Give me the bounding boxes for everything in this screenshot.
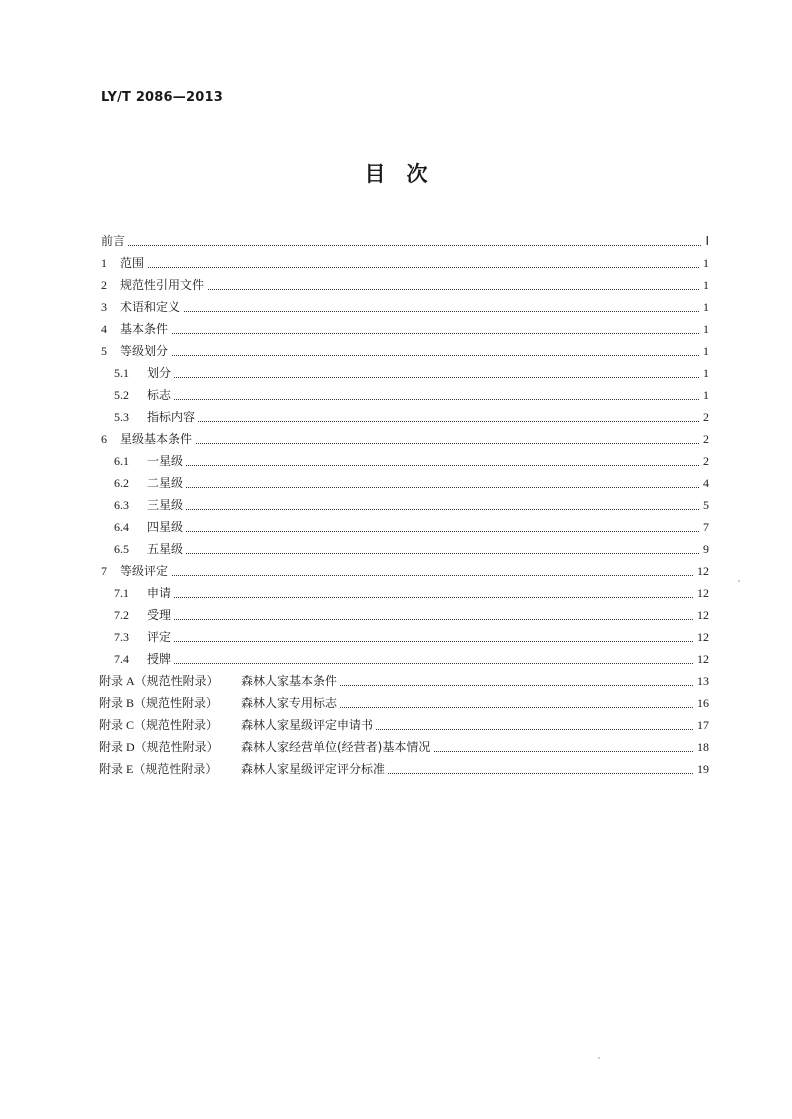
toc-entry[interactable] [0,294,792,314]
toc-title: 森林人家经营单位(经营者)基本情况 [241,740,433,754]
toc-leader-dots [147,631,709,642]
toc-number: 附录 A（规范性附录） [99,674,219,688]
toc-page-number: 5 [700,498,709,512]
toc-entry[interactable] [0,668,792,688]
toc-entry[interactable] [0,492,792,512]
toc-page-number: 9 [700,542,709,556]
toc-number: 7.2 [114,608,129,622]
toc-number: 5.2 [114,388,129,402]
toc-number: 7.3 [114,630,129,644]
toc-page-number: 16 [694,696,709,710]
toc-title: 基本条件 [120,322,171,336]
toc-entry[interactable] [0,734,792,754]
toc-page-number: 2 [700,454,709,468]
toc-leader-dots [147,499,709,510]
toc-page-number: 12 [694,630,709,644]
toc-page-number: 1 [700,366,709,380]
toc-number: 6.3 [114,498,129,512]
document-code: LY/T 2086—2013 [101,90,223,105]
toc-leader-dots [147,543,709,554]
toc-leader-dots [120,323,709,334]
toc-title: 森林人家星级评定评分标准 [241,762,388,776]
toc-title: 范围 [120,256,147,270]
toc-title: 指标内容 [147,410,198,424]
toc-page-number: 1 [700,322,709,336]
toc-page-number: 12 [694,586,709,600]
toc-entry[interactable] [0,624,792,644]
toc-title: 五星级 [147,542,186,556]
toc-title: 等级划分 [120,344,171,358]
toc-entry[interactable] [0,360,792,380]
toc-leader-dots [147,653,709,664]
toc-page-number: 1 [700,388,709,402]
toc-title: 二星级 [147,476,186,490]
page-title: 目 次 [364,162,428,186]
toc-page-number: 12 [694,608,709,622]
toc-title: 前言 [101,234,128,248]
toc-title: 评定 [147,630,174,644]
toc-number: 附录 E（规范性附录） [99,762,218,776]
toc-entry[interactable] [0,426,792,446]
toc-entry[interactable] [0,690,792,710]
toc-page-number: 12 [694,564,709,578]
toc-title: 森林人家专用标志 [241,696,340,710]
toc-entry[interactable] [0,470,792,490]
toc-leader-dots [120,279,709,290]
toc-number: 6.4 [114,520,129,534]
toc-page-number: 1 [700,344,709,358]
toc-page-number: 1 [700,300,709,314]
toc-number: 5 [101,344,107,358]
toc-title: 受理 [147,608,174,622]
toc-page-number: 12 [694,652,709,666]
toc-leader-dots [120,345,709,356]
toc-page-number: 2 [700,432,709,446]
toc-title: 森林人家星级评定申请书 [241,718,376,732]
toc-page-number: Ⅰ [702,234,709,248]
toc-leader-dots [120,301,709,312]
toc-title: 术语和定义 [120,300,183,314]
toc-entry[interactable] [0,602,792,622]
toc-title: 标志 [147,388,174,402]
toc-entry[interactable] [0,250,792,270]
toc-title: 等级评定 [120,564,171,578]
toc-leader-dots [147,389,709,400]
toc-title: 森林人家基本条件 [241,674,340,688]
toc-number: 7 [101,564,107,578]
toc-number: 7.1 [114,586,129,600]
toc-entry[interactable] [0,646,792,666]
toc-number: 附录 D（规范性附录） [99,740,219,754]
toc-number: 5.1 [114,366,129,380]
toc-title: 授牌 [147,652,174,666]
toc-number: 6.1 [114,454,129,468]
toc-number: 6 [101,432,107,446]
toc-leader-dots [147,411,709,422]
toc-page-number: 17 [694,718,709,732]
toc-leader-dots [120,565,709,576]
scan-speck [738,580,740,582]
toc-page-number: 1 [700,278,709,292]
toc-entry[interactable] [0,580,792,600]
toc-title: 规范性引用文件 [120,278,207,292]
toc-number: 5.3 [114,410,129,424]
toc-leader-dots [120,257,709,268]
toc-number: 附录 B（规范性附录） [99,696,219,710]
toc-page-number: 18 [694,740,709,754]
toc-title: 星级基本条件 [120,432,195,446]
toc-leader-dots [101,235,709,246]
toc-leader-dots [147,521,709,532]
toc-page-number: 7 [700,520,709,534]
toc-page-number: 1 [700,256,709,270]
scan-speck [598,1057,600,1059]
toc-leader-dots [147,587,709,598]
toc-page-number: 19 [694,762,709,776]
toc-number: 2 [101,278,107,292]
toc-title: 申请 [147,586,174,600]
toc-title: 三星级 [147,498,186,512]
toc-leader-dots [147,477,709,488]
toc-entry[interactable] [0,514,792,534]
toc-number: 附录 C（规范性附录） [99,718,219,732]
toc-entry[interactable] [0,712,792,732]
toc-entry[interactable] [0,558,792,578]
toc-entry[interactable] [0,536,792,556]
toc-page-number: 4 [700,476,709,490]
toc-number: 1 [101,256,107,270]
toc-number: 7.4 [114,652,129,666]
toc-entry[interactable] [0,316,792,336]
toc-entry[interactable] [0,382,792,402]
toc-leader-dots [147,367,709,378]
toc-title: 四星级 [147,520,186,534]
toc-number: 6.2 [114,476,129,490]
toc-entry[interactable] [0,338,792,358]
toc-title: 划分 [147,366,174,380]
toc-entry[interactable] [0,448,792,468]
toc-number: 6.5 [114,542,129,556]
toc-page-number: 13 [694,674,709,688]
toc-number: 3 [101,300,107,314]
toc-title: 一星级 [147,454,186,468]
toc-entry[interactable] [0,404,792,424]
toc-leader-dots [147,455,709,466]
toc-entry[interactable] [0,756,792,776]
toc-leader-dots [120,433,709,444]
toc-leader-dots [147,609,709,620]
toc-entry[interactable] [0,228,792,248]
toc-page-number: 2 [700,410,709,424]
toc-number: 4 [101,322,107,336]
toc-entry[interactable] [0,272,792,292]
